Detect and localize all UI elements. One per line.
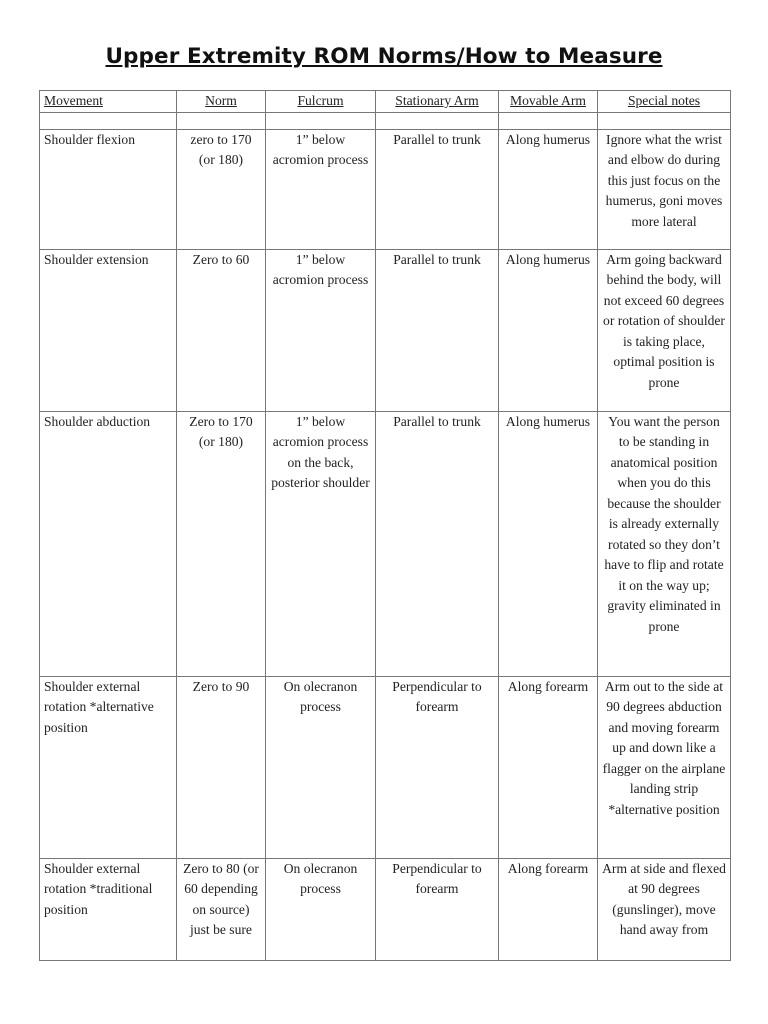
table-row: [40, 129, 731, 249]
movement-cell: Shoulder flexion: [40, 129, 177, 249]
table-row: [40, 411, 731, 676]
special-notes-cell: Ignore what the wrist and elbow do during this just focus on the humerus, goni moves more lateral: [598, 129, 731, 249]
header-stationary-arm: Stationary Arm: [376, 91, 499, 113]
movable-arm-cell: Along humerus: [499, 129, 598, 249]
empty-cell: [40, 112, 177, 129]
table-row: [40, 858, 731, 960]
table-header-row: [40, 91, 731, 113]
movable-arm-cell: Along humerus: [499, 411, 598, 676]
header-special-notes: Special notes: [598, 91, 731, 113]
stationary-arm-cell: Perpendicular to forearm: [376, 858, 499, 960]
special-notes-cell: Arm out to the side at 90 degrees abduction and moving forearm up and down like a flagger on the airplane landing strip *alternative position: [598, 676, 731, 858]
table-row: [40, 249, 731, 411]
movement-cell: Shoulder abduction: [40, 411, 177, 676]
norm-cell: Zero to 90: [177, 676, 266, 858]
table-row: [40, 676, 731, 858]
movement-cell: Shoulder external rotation *traditional position: [40, 858, 177, 960]
stationary-arm-cell: Parallel to trunk: [376, 129, 499, 249]
empty-spacer-row: [40, 112, 731, 129]
fulcrum-cell: On olecranon process: [266, 858, 376, 960]
stationary-arm-cell: Perpendicular to forearm: [376, 676, 499, 858]
movement-cell: Shoulder external rotation *alternative position: [40, 676, 177, 858]
header-movable-arm: Movable Arm: [499, 91, 598, 113]
fulcrum-cell: 1” below acromion process: [266, 129, 376, 249]
movement-cell: Shoulder extension: [40, 249, 177, 411]
stationary-arm-cell: Parallel to trunk: [376, 249, 499, 411]
norm-cell: Zero to 60: [177, 249, 266, 411]
header-movement: Movement: [40, 91, 177, 113]
rom-norms-table: [39, 90, 731, 961]
empty-cell: [376, 112, 499, 129]
special-notes-cell: Arm going backward behind the body, will not exceed 60 degrees or rotation of shoulder is taking place, optimal position is prone: [598, 249, 731, 411]
empty-cell: [598, 112, 731, 129]
movable-arm-cell: Along forearm: [499, 858, 598, 960]
movable-arm-cell: Along forearm: [499, 676, 598, 858]
norm-cell: zero to 170 (or 180): [177, 129, 266, 249]
special-notes-cell: Arm at side and flexed at 90 degrees (gunslinger), move hand away from: [598, 858, 731, 960]
empty-cell: [266, 112, 376, 129]
stationary-arm-cell: Parallel to trunk: [376, 411, 499, 676]
fulcrum-cell: 1” below acromion process on the back, posterior shoulder: [266, 411, 376, 676]
header-fulcrum: Fulcrum: [266, 91, 376, 113]
norm-cell: Zero to 80 (or 60 depending on source) just be sure: [177, 858, 266, 960]
empty-cell: [499, 112, 598, 129]
document-title: Upper Extremity ROM Norms/How to Measure: [105, 44, 663, 69]
special-notes-cell: You want the person to be standing in anatomical position when you do this because the shoulder is already externally rotated so they don’t have to flip and rotate it on the way up; gravity eliminated in prone: [598, 411, 731, 676]
fulcrum-cell: On olecranon process: [266, 676, 376, 858]
fulcrum-cell: 1” below acromion process: [266, 249, 376, 411]
norm-cell: Zero to 170 (or 180): [177, 411, 266, 676]
movable-arm-cell: Along humerus: [499, 249, 598, 411]
header-norm: Norm: [177, 91, 266, 113]
empty-cell: [177, 112, 266, 129]
